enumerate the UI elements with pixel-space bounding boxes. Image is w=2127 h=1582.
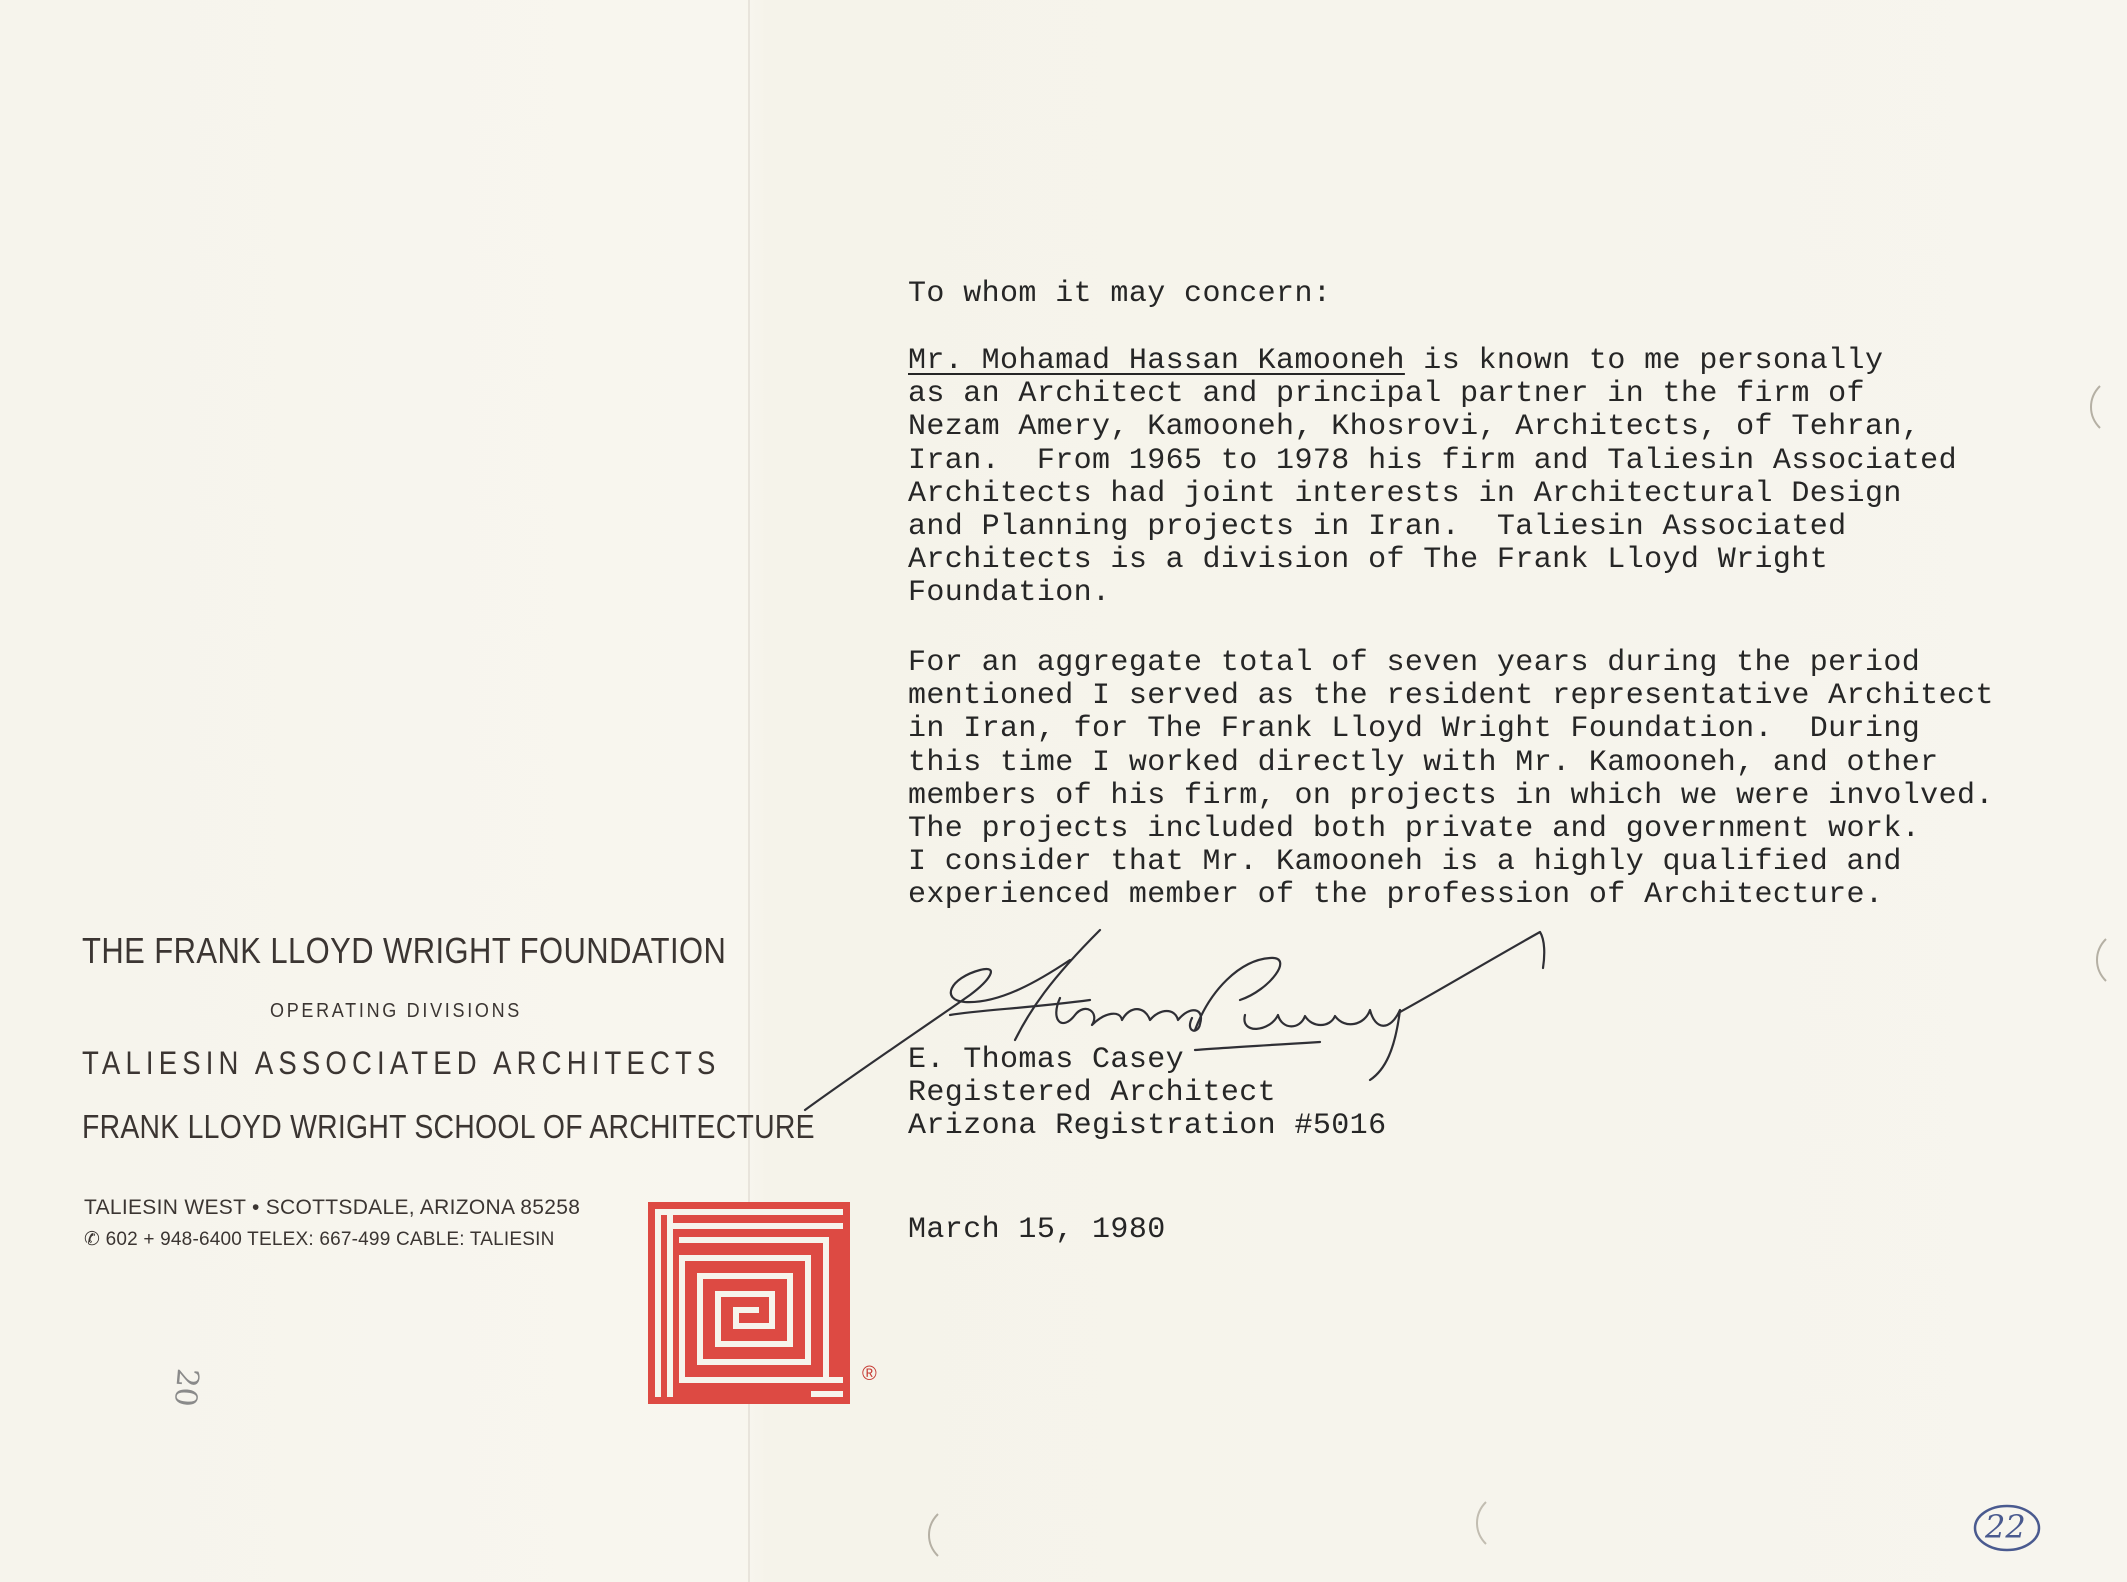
letter-date: March 15, 1980	[908, 1213, 1166, 1247]
letterhead-contact: ✆ 602 + 948-6400 TELEX: 667-499 CABLE: TALIESIN	[84, 1229, 555, 1250]
letter-salutation: To whom it may concern:	[908, 277, 1332, 311]
handwritten-margin-note: 20	[166, 1366, 205, 1409]
foundation-logo	[648, 1202, 850, 1404]
letterhead-organization: THE FRANK LLOYD WRIGHT FOUNDATION	[82, 930, 727, 971]
page-number: 22	[1985, 1508, 2026, 1546]
letterhead-address: TALIESIN WEST • SCOTTSDALE, ARIZONA 85258	[84, 1196, 581, 1219]
letter-paragraph-1	[908, 345, 1957, 611]
paragraph-1-first-line: is known to me personally	[1404, 344, 1884, 378]
letterhead-divisions-label: OPERATING DIVISIONS	[270, 1000, 522, 1022]
paragraph-1-body: as an Architect and principal partner in the firm of Nezam Amery, Kamooneh, Khosrovi, Architects, of Tehran, Iran. From 1965 to 1978 his firm and Taliesin Associated Architects had joint interests in Architectural Design and Planning projects in Iran. Taliesin Associated Architects is a division of The Frank Lloyd Wright Foundation.	[908, 377, 1957, 611]
letterhead-division-architects: TALIESIN ASSOCIATED ARCHITECTS	[82, 1045, 721, 1081]
signer-registration: Arizona Registration #5016	[908, 1109, 1387, 1144]
registered-trademark: ®	[862, 1363, 877, 1385]
subject-name: Mr. Mohamad Hassan Kamooneh	[908, 344, 1405, 378]
signer-title: Registered Architect	[908, 1076, 1277, 1111]
letter-paragraph-2: For an aggregate total of seven years during the period mentioned I served as the resident representative Architect in Iran, for The Frank Lloyd Wright Foundation. During this time I worked directly with Mr. Kamooneh, and other members of his firm, on projects in which we were involved. The projects included both private and government work. I consider that Mr. Kamooneh is a highly qualified and experienced member of the profession of Architecture.	[908, 646, 1994, 913]
signer-name: E. Thomas Casey	[908, 1043, 1185, 1077]
punch-mark-bottom-left	[920, 1510, 942, 1560]
signature-block	[908, 1044, 1386, 1144]
punch-mark-bottom-right	[1468, 1498, 1490, 1548]
punch-mark-right-top	[2082, 382, 2104, 432]
punch-mark-right-middle	[2088, 935, 2110, 985]
letterhead-division-school: FRANK LLOYD WRIGHT SCHOOL OF ARCHITECTURE	[82, 1108, 815, 1145]
